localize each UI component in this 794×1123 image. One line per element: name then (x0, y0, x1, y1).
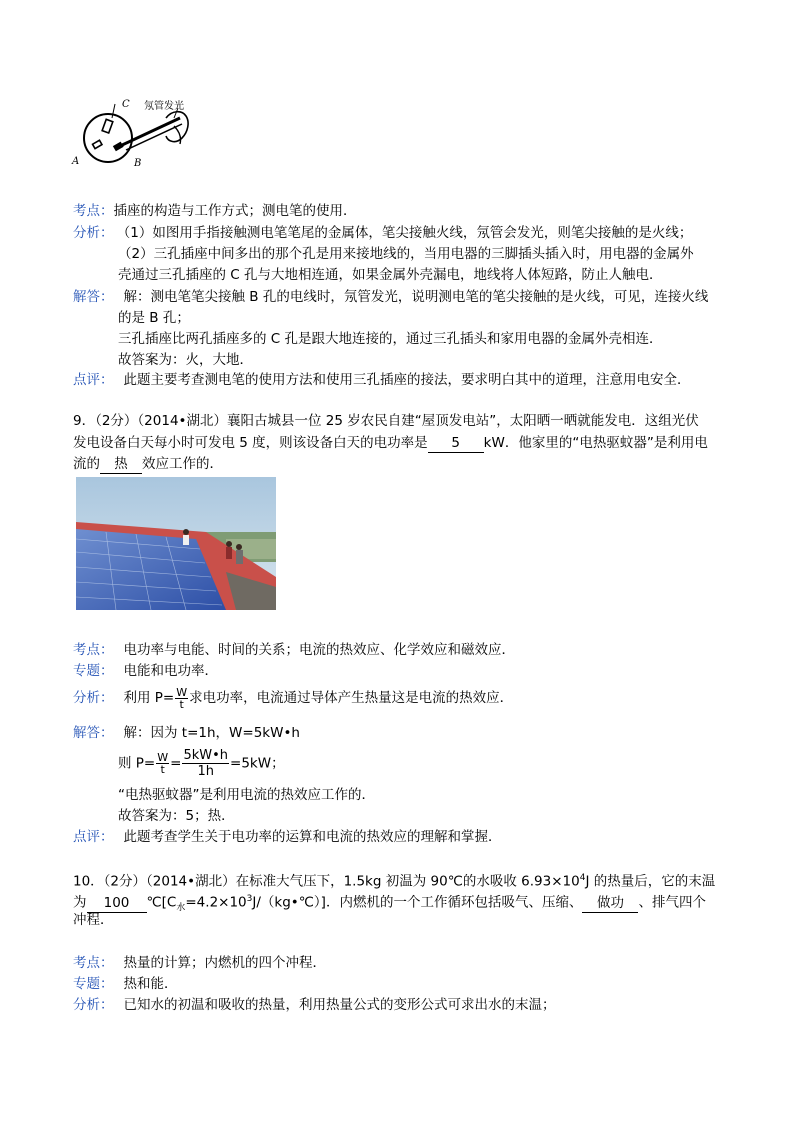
q9-kaodian: 电功率与电能、时间的关系；电流的热效应、化学效应和磁效应． (123, 642, 515, 658)
fenxi-tag: 分析： (73, 997, 114, 1013)
zhuanti-tag: 专题： (73, 976, 114, 992)
q10-stem-2d: J/（kg•℃）]．内燃机的一个工作循环包括吸气、压缩、 (252, 894, 583, 911)
label-a: A (72, 156, 80, 167)
label-c: C (122, 99, 130, 110)
zhuanti-tag: 专题： (73, 663, 114, 679)
q9-stem-3b: 效应工作的． (142, 456, 223, 472)
q10-answer-1: 100 (87, 894, 147, 913)
q10-stem-2c: =4.2×10 (185, 894, 247, 911)
fraction-w-over-t: $\frac{W}{t}$ (176, 685, 188, 711)
q10-kaodian: 热量的计算；内燃机的四个冲程． (123, 955, 326, 971)
q8-fenxi-2a: （2）三孔插座中间多出的那个孔是用来接地线的，当用电器的三脚插头插入时，用电器的金属外 (118, 246, 694, 262)
dianping-tag: 点评： (73, 829, 114, 845)
q10-answer-2: 做功 (582, 894, 638, 913)
equals-sign: = (170, 755, 182, 772)
q9-answer-1: 5 (428, 434, 484, 453)
q10-stem-2b: ℃[C (146, 894, 177, 911)
q9-answer-2: 热 (100, 455, 142, 474)
q9-zhuanti: 电能和电功率． (123, 663, 218, 679)
q10-fenxi: 已知水的初温和吸收的热量，利用热量公式的变形公式可求出水的末温； (123, 997, 556, 1013)
socket-test-pencil-figure (70, 96, 200, 168)
kaodian-tag: 考点： (73, 203, 114, 219)
jieda-tag: 解答： (73, 289, 114, 305)
fenxi-tag: 分析： (73, 225, 114, 241)
q9-jieda-2a: 则 P= (118, 755, 156, 772)
dianping-tag: 点评： (73, 372, 114, 388)
q10-zhuanti: 热和能． (123, 976, 178, 992)
q9-jieda-1: 解：因为 t=1h，W=5kW•h (123, 725, 300, 741)
fraction-w-over-t: $\frac{W}{t}$ (157, 751, 169, 776)
fraction-5kwh-over-1h: $\frac{5kW•h}{1h}$ (183, 748, 229, 779)
q8-jieda-3: 故答案为：火，大地． (118, 352, 253, 368)
q9-fenxi-a: 利用 P= (123, 690, 175, 706)
q8-jieda-1a: 解：测电笔笔尖接触 B 孔的电线时，氖管发光，说明测电笔的笔尖接触的是火线，可见，连接火线 (123, 289, 709, 305)
q10-stem-2-sup: 3 (246, 894, 253, 904)
q10-stem-2a: 为 (73, 894, 87, 911)
q8-fenxi-1: （1）如图用手指接触测电笔笔尾的金属体，笔尖接触火线，氖管会发光，则笔尖接触的是火线； (123, 225, 693, 241)
label-b: B (134, 158, 142, 168)
q10-stem-2e: 、排气四个 (638, 894, 706, 911)
q8-dianping: 此题主要考查测电笔的使用方法和使用三孔插座的接法，要求明白其中的道理，注意用电安全． (123, 372, 691, 388)
q9-stem-3a: 流的 (73, 456, 100, 472)
q9-stem-1: 9．（2分）（2014•湖北）襄阳古城县一位 25 岁农民自建“屋顶发电站”，太阳晒一晒就能发电．这组光伏 (73, 413, 699, 429)
figure-caption: 氖管发光 (144, 101, 184, 112)
q10-stem-1b: J 的热量后，它的末温 (585, 873, 716, 890)
q8-fenxi-2b: 壳通过三孔插座的 C 孔与大地相连通，如果金属外壳漏电，地线将人体短路，防止人触电． (118, 267, 663, 283)
kaodian-tag: 考点： (73, 642, 114, 658)
q9-jieda-2b: =5kW； (230, 755, 285, 772)
q9-fenxi-b: 求电功率，电流通过导体产生热量这是电流的热效应． (189, 690, 514, 706)
q10-stem-1a: 10．（2分）（2014•湖北）在标准大气压下，1.5kg 初温为 90℃的水吸收 6.93×10 (73, 873, 580, 890)
q9-stem-2a: 发电设备白天每小时可发电 5 度，则该设备白天的电功率是 (73, 435, 428, 451)
q9-jieda-4: 故答案为：5；热． (118, 808, 235, 824)
q9-jieda-3: “电热驱蚊器”是利用电流的热效应工作的． (118, 787, 375, 803)
fenxi-tag: 分析： (73, 690, 114, 706)
q8-jieda-1b: 的是 B 孔； (118, 310, 190, 326)
q10-stem-2-sub: 水 (176, 903, 186, 914)
q10-stem-3: 冲程． (73, 912, 114, 928)
q9-dianping: 此题考查学生关于电功率的运算和电流的热效应的理解和掌握． (123, 829, 502, 845)
q10-stem-1-sup: 4 (579, 873, 586, 883)
jieda-tag: 解答： (73, 725, 114, 741)
q8-jieda-2: 三孔插座比两孔插座多的 C 孔是跟大地连接的，通过三孔插头和家用电器的金属外壳相连． (118, 331, 663, 347)
q8-kaodian: 插座的构造与工作方式；测电笔的使用． (113, 203, 357, 219)
solar-rooftop-photo (76, 477, 276, 610)
kaodian-tag: 考点： (73, 955, 114, 971)
q9-stem-2b: kW．他家里的“电热驱蚊器”是利用电 (483, 435, 708, 451)
